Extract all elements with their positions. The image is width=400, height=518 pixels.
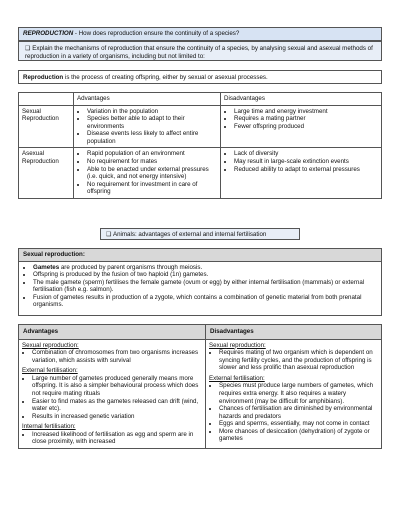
- dot-point-text: Explain the mechanisms of reproduction that ensure the continuity of a species, by analysing sexual and asexual methods of reproduction in a variety of organisms, including but not limited to:: [25, 45, 373, 60]
- table-header-row: [19, 93, 382, 106]
- sexual-reproduction-box: [18, 248, 382, 316]
- advantages-header: Advantages: [19, 325, 206, 340]
- list-item: • Variation in the population: [87, 108, 217, 116]
- list-item: • Large number of gametes produced generally means more offspring. It is also a simpler behavioural process which does not require mating rituals: [32, 375, 202, 398]
- checkbox-icon: ❑: [106, 231, 113, 238]
- list-item: • No requirement for mates: [87, 158, 217, 166]
- advantages-cell: [74, 148, 221, 198]
- subheading: Sexual reproduction:: [209, 341, 266, 349]
- disadvantages-cell: [221, 105, 382, 148]
- list-item: • Species must produce large numbers of gametes, which requires extra energy. It also requires a watery environment (may be difficult for amphibians).: [219, 382, 378, 405]
- list-item: • Large time and energy investment: [234, 108, 378, 116]
- list-item: • Disease events less likely to affect entire population: [87, 130, 217, 145]
- list-item: • Easier to find mates as the gametes released can drift (wind, water etc).: [32, 398, 202, 413]
- list-item: • Reduced ability to adapt to external pressures: [234, 166, 378, 174]
- list-item: • Combination of chromosomes from two organisms increases variation, which assists with survival: [32, 349, 202, 364]
- list-item: • Requires mating of two organism which is dependent on syncing fertility cycles, and the production of offspring is slower and less prolific than asexual reproduction: [219, 349, 378, 372]
- point-text: Fusion of gametes results in production of a zygote, which contains a combination of genetic material from both prenatal organisms.: [33, 293, 362, 309]
- list-item: • May result in large-scale extinction events: [234, 158, 378, 166]
- checkbox-icon: ❑: [25, 45, 33, 52]
- list-item: [33, 264, 375, 272]
- advantages-column: [19, 339, 206, 448]
- table-row: [19, 339, 382, 448]
- list-item: • Requires a mating partner: [234, 115, 378, 123]
- point-text: Offspring is produced by the fusion of two haploid (1n) gametes.: [33, 271, 209, 279]
- definition-term: Reproduction: [23, 74, 64, 81]
- list-item: • Rapid population of an environment: [87, 150, 217, 158]
- list-item: • Increased likelihood of fertilisation as egg and sperm are in close proximity, with increased: [32, 431, 202, 446]
- list-item: [33, 271, 375, 279]
- point-text: The male gamete (sperm) fertilises the female gamete (ovum or egg) by either internal fertilisation (mammals) or external fertilisation (fish e.g. salmon).: [33, 278, 365, 294]
- list-item: [33, 294, 375, 309]
- list-item: • Species better able to adapt to their environments: [87, 115, 217, 130]
- point-text: are produced by parent organisms through meiosis.: [59, 263, 203, 271]
- list-item: • Lack of diversity: [234, 150, 378, 158]
- list-item: [33, 279, 375, 294]
- list-item: • Chances of fertilisation are diminished by environmental hazards and predators: [219, 405, 378, 420]
- fertilisation-table: [18, 324, 382, 449]
- definition-box: [18, 70, 382, 84]
- advantages-cell: [74, 105, 221, 148]
- list-item: • Fewer offspring produced: [234, 123, 378, 131]
- sexual-reproduction-heading: Sexual reproduction:: [19, 249, 381, 262]
- disadvantages-header: Disadvantages: [206, 325, 382, 340]
- table-header-row: [19, 325, 382, 340]
- list-item: • Able to be enacted under external pressures (i.e. quick, and not energy intensive): [87, 166, 217, 181]
- animals-dot-point: [100, 228, 300, 240]
- reproduction-comparison-table: [18, 92, 382, 199]
- list-item: • Results in increased genetic variation: [32, 413, 202, 421]
- row-label: Sexual Reproduction: [19, 105, 74, 148]
- point-bold: Gametes: [33, 263, 60, 271]
- list-item: • No requirement for investment in care of offspring: [87, 181, 217, 196]
- header-title: REPRODUCTION: [23, 30, 74, 37]
- subheading: External fertilisation:: [209, 374, 265, 382]
- table-header-cell: Advantages: [74, 93, 221, 106]
- header-question: - How does reproduction ensure the continuity of a species?: [73, 30, 240, 37]
- table-row: [19, 148, 382, 198]
- list-item: • More chances of desiccation (dehydration) of zygote or gametes: [219, 428, 378, 443]
- definition-text: is the process of creating offspring, either by sexual or asexual processes.: [63, 74, 268, 81]
- row-label: Asexual Reproduction: [19, 148, 74, 198]
- syllabus-dot-point: [18, 41, 382, 61]
- table-header-cell: Disadvantages: [221, 93, 382, 106]
- subheading: Internal fertilisation:: [22, 423, 76, 431]
- disadvantages-column: [206, 339, 382, 448]
- table-row: [19, 105, 382, 148]
- table-header-cell: [19, 93, 74, 106]
- animals-text: Animals: advantages of external and internal fertilisation: [112, 231, 267, 238]
- disadvantages-cell: [221, 148, 382, 198]
- subheading: External fertilisation:: [22, 367, 78, 375]
- section-header: [18, 27, 382, 41]
- subheading: Sexual reproduction:: [22, 341, 79, 349]
- list-item: • Eggs and sperms, essentially, may not come in contact: [219, 420, 378, 428]
